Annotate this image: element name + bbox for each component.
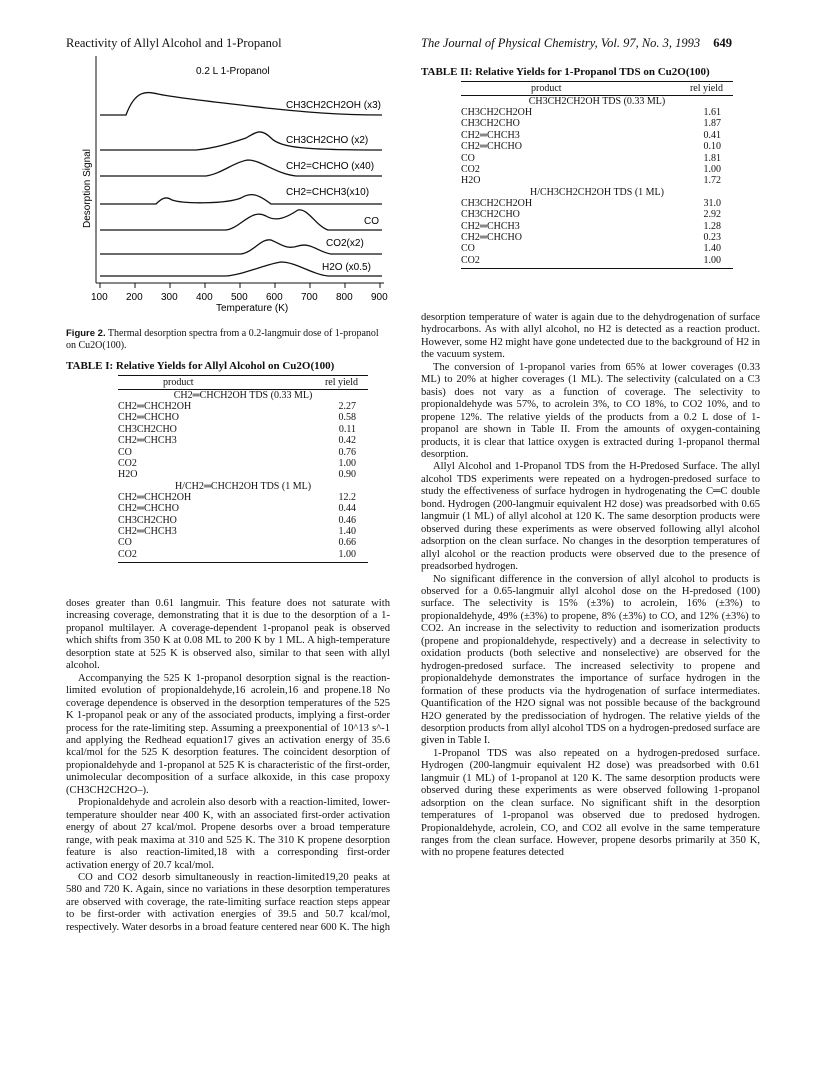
table-row xyxy=(118,435,368,446)
table-row xyxy=(118,503,368,514)
journal-citation: The Journal of Physical Chemistry, Vol. 97, No. 3, 1993 xyxy=(421,36,701,50)
table-row xyxy=(461,243,733,254)
table-section-heading: CH2═CHCH2OH TDS (0.33 ML) xyxy=(173,390,313,401)
product-cell: CH2═CHCHO xyxy=(461,232,522,244)
table-section-heading: CH3CH2CH2OH TDS (0.33 ML) xyxy=(528,96,666,107)
product-cell: CO2 xyxy=(118,458,137,470)
table-row xyxy=(118,469,368,480)
table-row xyxy=(118,549,368,560)
yield-cell: 0.46 xyxy=(338,514,356,526)
product-cell: CH2═CHCH2OH xyxy=(118,401,192,412)
table-row xyxy=(118,526,368,537)
table-row xyxy=(461,198,733,209)
yield-cell: 1.00 xyxy=(703,164,721,176)
paragraph: Allyl Alcohol and 1-Propanol TDS from the H-Predosed Surface. The allyl alcohol TDS experiments were repeated on a hydrogen-predosed surface to study the effectiveness of surface hydrogen in hydrogenating the C═C double bond. Hydrogen (200-langmuir equivalent H2 dose) was preadsorbed with 0.65 langmuir (1 ML) of allyl alcohol at 120 K. The same desorption products were observed during these experiments as were observed following allyl alcohol adsorption on the clean surface. No changes in the desorption temperatures of allyl alcohol or the reaction products were observed due to the presence of preadsorbed hydrogen. xyxy=(421,461,760,573)
x-tick-label: 700 xyxy=(301,292,318,303)
table-row xyxy=(118,492,368,503)
table-row xyxy=(461,118,733,129)
table-row xyxy=(461,221,733,232)
right-column-text xyxy=(421,312,760,860)
paragraph: Propionaldehyde and acrolein also desorb with a reaction-limited, lower-temperature shoulder near 400 K, with an associated first-order activation energy of about 27 kcal/mol. Propene desorbs over a broad temperature range, with peak maxima at 310 and 525 K. The 310 K propene desorption feature is also reaction-limited,18 with a corresponding first-order activation energy of 20.7 kcal/mol. xyxy=(66,797,390,871)
yield-cell: 0.42 xyxy=(338,435,356,447)
table-2-body xyxy=(461,81,733,269)
yield-cell: 1.00 xyxy=(703,254,721,266)
table-row xyxy=(118,515,368,526)
yield-cell: 2.92 xyxy=(703,209,721,221)
product-cell: CO2 xyxy=(461,164,480,176)
table-row xyxy=(118,458,368,469)
table-row xyxy=(118,401,368,412)
trace-label-acrolein: CH2=CHCHO (x40) xyxy=(286,161,375,172)
trace-label-propionaldehyde: CH3CH2CHO (x2) xyxy=(286,135,369,146)
product-cell: CH2═CHCH3 xyxy=(118,526,177,538)
running-head-title: Reactivity of Allyl Alcohol and 1-Propanol xyxy=(66,36,282,50)
paragraph: Accompanying the 525 K 1-propanol desorption signal is the reaction-limited evolution of propionaldehyde,16 acrolein,16 and propene.18 No coverage dependence is observed in the desorption temperatures of the 525 K 1-propanol peak or any of the associated products, implying a first-order process for the rate-limiting step. Assuming a preexponential of 10^13 s^-1 and applying the Redhead equation17 gives an activation energy of 35.6 kcal/mol for the 525 K desorption features. The coincident desorption of propionaldehyde and 1-propanol at 525 K is characteristic of the first-order, unimolecular decomposition of a surface alkoxide, in this case propoxy (CH3CH2CH2O–). xyxy=(66,672,390,796)
left-column-text xyxy=(66,598,390,934)
x-tick-label: 400 xyxy=(196,292,213,303)
product-cell: CO xyxy=(461,152,475,164)
yield-cell: 1.61 xyxy=(703,107,721,118)
table-row xyxy=(461,232,733,243)
paragraph: 1-Propanol TDS was also repeated on a hydrogen-predosed surface. Hydrogen (200-langmuir equivalent H2 dose) was preadsorbed with 0.61 langmuir (1 ML) of 1-propanol at 120 K. The same desorption products were observed during these experiments as were observed following 1-propanol adsorption on the clean surface. No significant shift in the desorption temperatures of 1-propanol was observed due to predosed hydrogen. Propionaldehyde, acrolein, CO, and CO2 all evolve in the same temperature ranges from the clean surface. However, propene desorbs primarily at 350 K, with no propene features detected xyxy=(421,747,760,859)
paragraph: The conversion of 1-propanol varies from 65% at lower coverages (0.33 ML) to 20% at higher coverages (1 ML). The selectivity (calculated on a C3 basis) does not vary as a function of coverage. The selectivity to propionaldehyde was 57%, to acrolein 3%, to CO 18%, to CO2 10%, and to propene 12%. The relative yields of the products from a 0.2 L dose of 1-propanol are shown in Table II. From the amounts of oxygen-containing products, it is clear that lattice oxygen is extracted during 1-propanol thermal desorption. xyxy=(421,361,760,460)
x-tick-label: 100 xyxy=(91,292,108,303)
table-1-col-product: product xyxy=(163,377,194,388)
product-cell: CH3CH2CHO xyxy=(461,209,520,221)
yield-cell: 0.10 xyxy=(703,141,721,153)
product-cell: CO2 xyxy=(461,254,480,266)
x-ticks xyxy=(91,283,388,303)
table-2-title: TABLE II: Relative Yields for 1-Propanol TDS on Cu2O(100) xyxy=(421,66,710,78)
product-cell: CH3CH2CHO xyxy=(118,514,177,526)
table-2 xyxy=(421,66,760,269)
trace-label-propanol: CH3CH2CH2OH (x3) xyxy=(286,100,382,111)
table-row xyxy=(118,447,368,458)
yield-cell: 1.72 xyxy=(703,175,721,187)
trace-label-co2: CO2(x2) xyxy=(326,238,364,249)
figure-caption-text: Thermal desorption spectra from a 0.2-langmuir dose of 1-propanol on Cu2O(100). xyxy=(66,328,379,351)
table-1-rows xyxy=(118,390,368,563)
product-cell: H2O xyxy=(118,469,138,481)
trace-label-water: H2O (x0.5) xyxy=(322,262,371,273)
paragraph: No significant difference in the conversion of allyl alcohol to products is observed for a 0.65-langmuir allyl alcohol dose on the H-predosed (100) surface. The selectivity is 15% (±3%) to acrolein, 16% (±3%) to propionaldehyde, 49% (±3%) to propene, 8% (±3%) to CO, and 12% (±3%) to CO2. An increase in the selectivity to reduction and isomerization products (propene and propionaldehyde, respectively) and a decrease in selectivity to oxidation products (both selective and nonselective) are observed for the hydrogen-predosed surface. The increased selectivity to propene and propionaldehyde demonstrates the importance of surface hydrogen in the formation of these products via the hydrogenation of surface intermediates. Quantification of the H2O signal was not possible because of the background H2O generated by the predissociation of hydrogen. The relative yields of the desorption products from allyl alcohol TDS on a hydrogen-predosed surface are given in Table I. xyxy=(421,573,760,747)
table-row xyxy=(461,130,733,141)
table-1 xyxy=(66,360,390,563)
figure-caption xyxy=(66,328,390,352)
table-section-heading: H/CH2═CHCH2OH TDS (1 ML) xyxy=(174,480,312,492)
table-row xyxy=(118,537,368,548)
product-cell: CH2═CHCHO xyxy=(461,141,522,153)
product-cell: CH3CH2CHO xyxy=(461,118,520,130)
yield-cell: 0.66 xyxy=(338,537,356,549)
x-tick-label: 900 xyxy=(371,292,388,303)
x-tick-label: 500 xyxy=(231,292,248,303)
table-row xyxy=(118,412,368,423)
x-axis-label: Temperature (K) xyxy=(216,303,289,314)
x-tick-label: 800 xyxy=(336,292,353,303)
product-cell: CH3CH2CH2OH xyxy=(461,107,533,118)
table-row xyxy=(461,153,733,164)
table-row xyxy=(461,107,733,118)
yield-cell: 0.41 xyxy=(703,129,721,141)
yield-cell: 1.40 xyxy=(703,243,721,255)
yield-cell: 0.90 xyxy=(338,469,356,481)
yield-cell: 1.28 xyxy=(703,220,721,232)
yield-cell: 0.11 xyxy=(338,423,356,435)
yield-cell: 12.2 xyxy=(338,491,356,503)
yield-cell: 0.76 xyxy=(338,446,356,458)
yield-cell: 0.23 xyxy=(703,232,721,244)
paragraph: doses greater than 0.61 langmuir. This feature does not saturate with increasing coverage, demonstrating that it is due to the desorption of a 1-propanol multilayer. A coverage-dependent 1-propanol peak is observed which shifts from 350 K at 0.08 ML to 200 K by 1 ML. A high-temperature desorption state at 525 K is observed also, similar to that seen with allyl alcohol. xyxy=(66,598,390,672)
product-cell: H2O xyxy=(461,175,481,187)
product-cell: CO xyxy=(118,537,132,549)
page-number: 649 xyxy=(713,36,733,50)
table-row xyxy=(461,141,733,152)
table-1-title: TABLE I: Relative Yields for Allyl Alcohol on Cu2O(100) xyxy=(66,360,335,372)
table-row xyxy=(461,164,733,175)
x-tick-label: 200 xyxy=(126,292,143,303)
table-section-heading: H/CH3CH2CH2OH TDS (1 ML) xyxy=(530,186,664,198)
table-1-col-yield: rel yield xyxy=(324,377,358,388)
figure-2-tds-plot xyxy=(66,48,396,318)
product-cell: CH2═CHCHO xyxy=(118,503,179,515)
product-cell: CO2 xyxy=(118,548,137,560)
product-cell: CH2═CHCHO xyxy=(118,412,179,424)
product-cell: CH2═CHCH2OH xyxy=(118,491,192,503)
yield-cell: 0.58 xyxy=(338,412,356,424)
yield-cell: 0.44 xyxy=(338,503,356,515)
trace-label-co: CO xyxy=(364,216,379,227)
yield-cell: 1.40 xyxy=(338,526,356,538)
yield-cell: 1.87 xyxy=(703,118,721,130)
table-row xyxy=(461,175,733,186)
trace-label-propene: CH2=CHCH3(x10) xyxy=(286,187,370,198)
paragraph: desorption temperature of water is again due to the dehydrogenation of surface hydrocarbons. As with allyl alcohol, no H2 is detected as a reaction product. However, some H2 might have gone undetected due to the background of H2 in the vacuum system. xyxy=(421,312,760,361)
table-row xyxy=(118,424,368,435)
table-1-body xyxy=(118,375,368,563)
yield-cell: 1.81 xyxy=(703,152,721,164)
product-cell: CH2═CHCH3 xyxy=(461,129,520,141)
product-cell: CO xyxy=(461,243,475,255)
figure-dose-label: 0.2 L 1-Propanol xyxy=(196,66,270,77)
trace-co xyxy=(100,210,382,230)
table-2-rows xyxy=(461,96,733,269)
product-cell: CH2═CHCH3 xyxy=(461,220,520,232)
product-cell: CH3CH2CHO xyxy=(118,423,177,435)
paragraph: CO and CO2 desorb simultaneously in reaction-limited19,20 peaks at 580 and 720 K. Again, since no variations in these desorption temperatures are observed with coverage, the rate-limiting surface reaction steps appear to be first-order with activation energies of 39.5 and 50.7 kcal/mol, respectively. Water desorbs in a broad feature centered near 600 K. The high xyxy=(66,871,390,933)
y-axis-label: Desorption Signal xyxy=(82,149,93,228)
product-cell: CO xyxy=(118,446,132,458)
x-tick-label: 600 xyxy=(266,292,283,303)
product-cell: CH3CH2CH2OH xyxy=(461,197,533,209)
x-tick-label: 300 xyxy=(161,292,178,303)
table-2-col-yield: rel yield xyxy=(689,83,723,94)
figure-caption-label: Figure 2. xyxy=(66,328,106,339)
table-row xyxy=(461,255,733,266)
yield-cell: 1.00 xyxy=(338,548,356,560)
table-2-col-product: product xyxy=(531,83,562,94)
running-head-journal xyxy=(421,36,761,51)
yield-cell: 2.27 xyxy=(338,401,356,412)
table-row xyxy=(461,209,733,220)
product-cell: CH2═CHCH3 xyxy=(118,435,177,447)
yield-cell: 1.00 xyxy=(338,458,356,470)
yield-cell: 31.0 xyxy=(703,197,721,209)
